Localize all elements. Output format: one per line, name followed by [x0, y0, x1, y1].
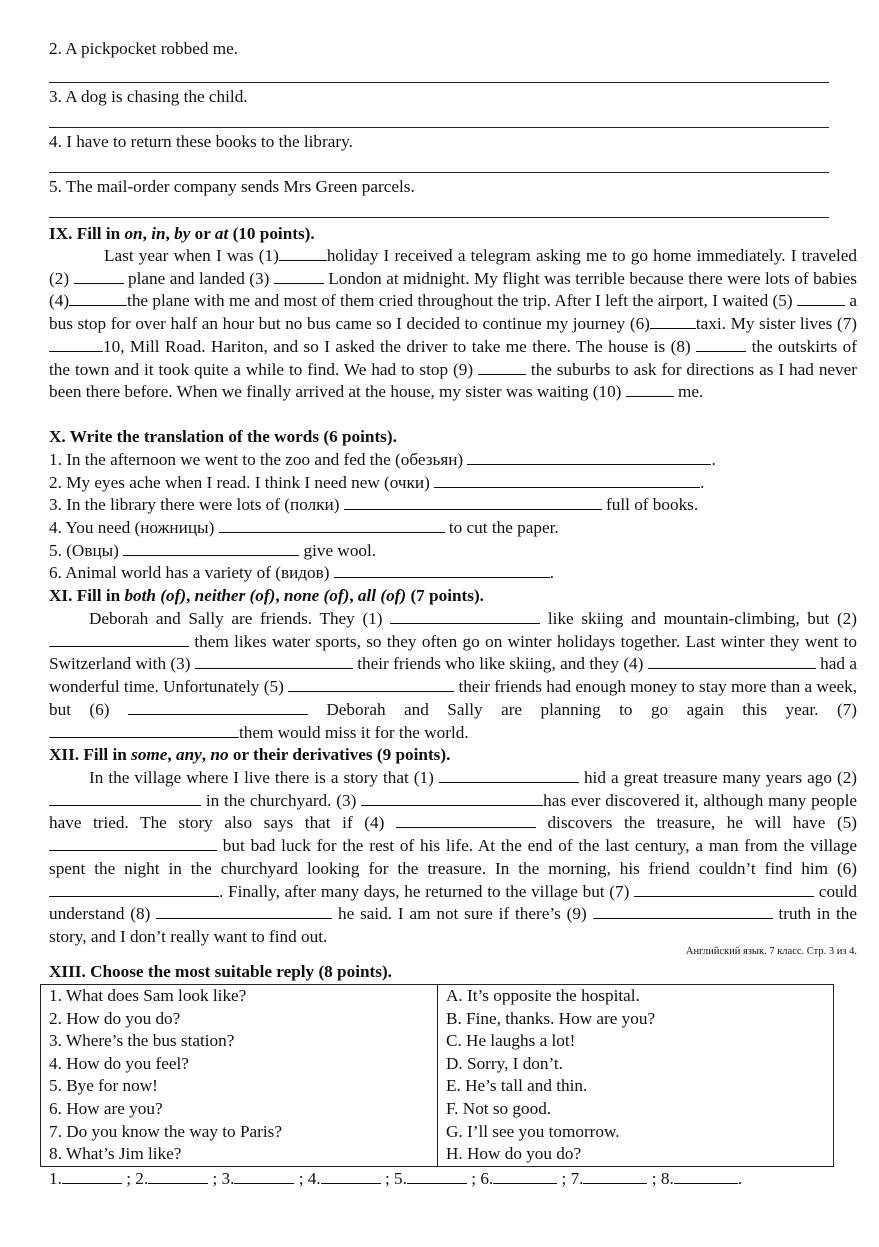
- blank-1[interactable]: [390, 608, 540, 624]
- answer-blank-1[interactable]: [62, 1168, 122, 1184]
- answer-blank-4[interactable]: [321, 1168, 381, 1184]
- page-footer: Английский язык. 7 класс. Стр. 3 из 4.: [685, 946, 857, 957]
- blank-6[interactable]: [650, 313, 696, 329]
- question-cell: 8. What’s Jim like?: [41, 1143, 438, 1166]
- reply-cell: B. Fine, thanks. How are you?: [438, 1008, 834, 1031]
- table-row: [41, 1121, 834, 1144]
- reply-matching-table: [40, 984, 834, 1167]
- blank-1[interactable]: [279, 245, 327, 261]
- blank-3[interactable]: [274, 268, 324, 284]
- answer-blank-2[interactable]: [148, 1168, 208, 1184]
- translation-item-3: 3. In the library there were lots of (полки) full of books.: [49, 495, 699, 515]
- table-row: [41, 1053, 834, 1076]
- translation-item-5: 5. (Овцы) give wool.: [49, 540, 377, 560]
- table-row: [41, 1008, 834, 1031]
- answer-blank-8[interactable]: [674, 1168, 738, 1184]
- blank-5[interactable]: [49, 835, 217, 851]
- blank-7[interactable]: [49, 336, 103, 352]
- answer-blank-6[interactable]: [493, 1168, 557, 1184]
- blank-6[interactable]: [49, 881, 219, 897]
- reply-cell: E. He’s tall and thin.: [438, 1075, 834, 1098]
- blank-2[interactable]: [49, 790, 201, 806]
- answer-key-line: 1. ; 2. ; 3. ; 4. ; 5. ; 6. ; 7. ; 8. .: [49, 1169, 743, 1188]
- blank-5[interactable]: [797, 290, 845, 306]
- translation-list: [49, 449, 857, 585]
- question-cell: 5. Bye for now!: [41, 1075, 438, 1098]
- table-row: [41, 1030, 834, 1053]
- table-row: [41, 1143, 834, 1166]
- quantifiers-text: Deborah and Sally are friends. They (1) like skiing and mountain-climbing, but (2) them likes water sports, so they often go on winter holidays together. Last winter they went to Switzerland with (3) their friends who like skiing, and they (4) had a wonderful time. Unfortunately (5) their friends had enough money to stay more than a week, but (6) Deborah and Sally are planning to go again this year. (7) them would miss it for the world.: [49, 609, 857, 742]
- translation-item-1: 1. In the afternoon we went to the zoo and fed the (обезьян) .: [49, 450, 716, 469]
- question-cell: 1. What does Sam look like?: [41, 985, 438, 1008]
- reply-cell: A. It’s opposite the hospital.: [438, 985, 834, 1008]
- transform-sentence-4: 4. I have to return these books to the library.: [49, 132, 353, 151]
- translation-blank-5[interactable]: [123, 540, 299, 556]
- question-cell: 2. How do you do?: [41, 1008, 438, 1031]
- blank-3[interactable]: [361, 790, 543, 806]
- answer-blank-3[interactable]: [234, 1168, 294, 1184]
- blank-4[interactable]: [648, 653, 816, 669]
- section-heading-xii: XII. Fill in some, any, no or their derivatives (9 points).: [49, 745, 451, 764]
- blank-9[interactable]: [478, 359, 526, 375]
- blank-4[interactable]: [396, 812, 536, 828]
- question-cell: 4. How do you feel?: [41, 1053, 438, 1076]
- blank-9[interactable]: [593, 903, 773, 919]
- answer-blank-5[interactable]: [407, 1168, 467, 1184]
- blank-5[interactable]: [288, 676, 454, 692]
- indefinite-pronouns-text: In the village where I live there is a story that (1) hid a great treasure many years ago (2) in the churchyard. (3) has ever discovered it, although many people have tried. The story also says that if (4) discovers the treasure, he will have (5) but bad luck for the rest of his life. At the end of the last century, a man from the village spent the night in the churchyard looking for the treasure. In the morning, his friend couldn’t find him (6) . Finally, after many days, he returned to the village but (7) could understand (8) he said. I am not sure if there’s (9) truth in the story, and I don’t really want to find out.: [49, 768, 858, 946]
- reply-cell: F. Not so good.: [438, 1098, 834, 1121]
- reply-cell: G. I’ll see you tomorrow.: [438, 1121, 834, 1144]
- blank-3[interactable]: [195, 653, 353, 669]
- blank-4[interactable]: [69, 290, 127, 306]
- table-row: [41, 1075, 834, 1098]
- translation-blank-6[interactable]: [334, 562, 550, 578]
- table-row: [41, 1098, 834, 1121]
- answer-blank-7[interactable]: [583, 1168, 647, 1184]
- question-cell: 6. How are you?: [41, 1098, 438, 1121]
- blank-8[interactable]: [156, 903, 332, 919]
- blank-7[interactable]: [49, 722, 239, 738]
- translation-item-6: 6. Animal world has a variety of (видов) .: [49, 563, 555, 583]
- blank-2[interactable]: [74, 268, 124, 284]
- translation-item-4: 4. You need (ножницы) to cut the paper.: [49, 518, 559, 538]
- section-heading-ix: IX. Fill in on, in, by or at (10 points).: [49, 224, 315, 243]
- blank-8[interactable]: [696, 336, 746, 352]
- reply-cell: H. How do you do?: [438, 1143, 834, 1166]
- question-cell: 3. Where’s the bus station?: [41, 1030, 438, 1053]
- answer-line[interactable]: [49, 82, 829, 83]
- answer-line[interactable]: [49, 127, 829, 128]
- blank-2[interactable]: [49, 631, 189, 647]
- prepositions-text: Last year when I was (1) holiday I received a telegram asking me to go home immediately. I traveled (2) plane and landed (3) London at midnight. My flight was terrible because there were lots of babies (4) the plane with me and most of them cried throughout the trip. After I left the airport, I waited (5) a bus stop for over half an hour but no bus came so I decided to continue my journey (6) taxi. My sister lives (7) 10, Mill Road. Hariton, and so I asked the driver to take me there. The house is (8) the outskirts of the town and it took quite a while to find. We had to stop (9) the suburbs to ask for directions as I had never been there before. When we finally arrived at the house, my sister was waiting (10) me.: [49, 246, 858, 402]
- section-heading-xi: XI. Fill in both (of), neither (of), none (of), all (of) (7 points).: [49, 586, 484, 605]
- translation-blank-4[interactable]: [219, 517, 445, 533]
- blank-6[interactable]: [128, 699, 308, 715]
- translation-item-2: 2. My eyes ache when I read. I think I need new (очки) .: [49, 472, 705, 492]
- reply-cell: D. Sorry, I don’t.: [438, 1053, 834, 1076]
- blank-1[interactable]: [439, 767, 579, 783]
- answer-line[interactable]: [49, 217, 829, 218]
- answer-line[interactable]: [49, 172, 829, 173]
- table-row: [41, 985, 834, 1008]
- section-heading-x: X. Write the translation of the words (6 points).: [49, 427, 397, 446]
- reply-cell: C. He laughs a lot!: [438, 1030, 834, 1053]
- blank-7[interactable]: [634, 881, 814, 897]
- transform-sentence-2: 2. A pickpocket robbed me.: [49, 39, 239, 58]
- transform-sentence-3: 3. A dog is chasing the child.: [49, 87, 248, 106]
- translation-blank-2[interactable]: [434, 472, 700, 488]
- question-cell: 7. Do you know the way to Paris?: [41, 1121, 438, 1144]
- blank-10[interactable]: [626, 381, 674, 397]
- section-heading-xiii: XIII. Choose the most suitable reply (8 points).: [49, 962, 392, 981]
- translation-blank-1[interactable]: [467, 449, 711, 465]
- transform-sentence-5: 5. The mail-order company sends Mrs Green parcels.: [49, 177, 415, 196]
- translation-blank-3[interactable]: [344, 494, 602, 510]
